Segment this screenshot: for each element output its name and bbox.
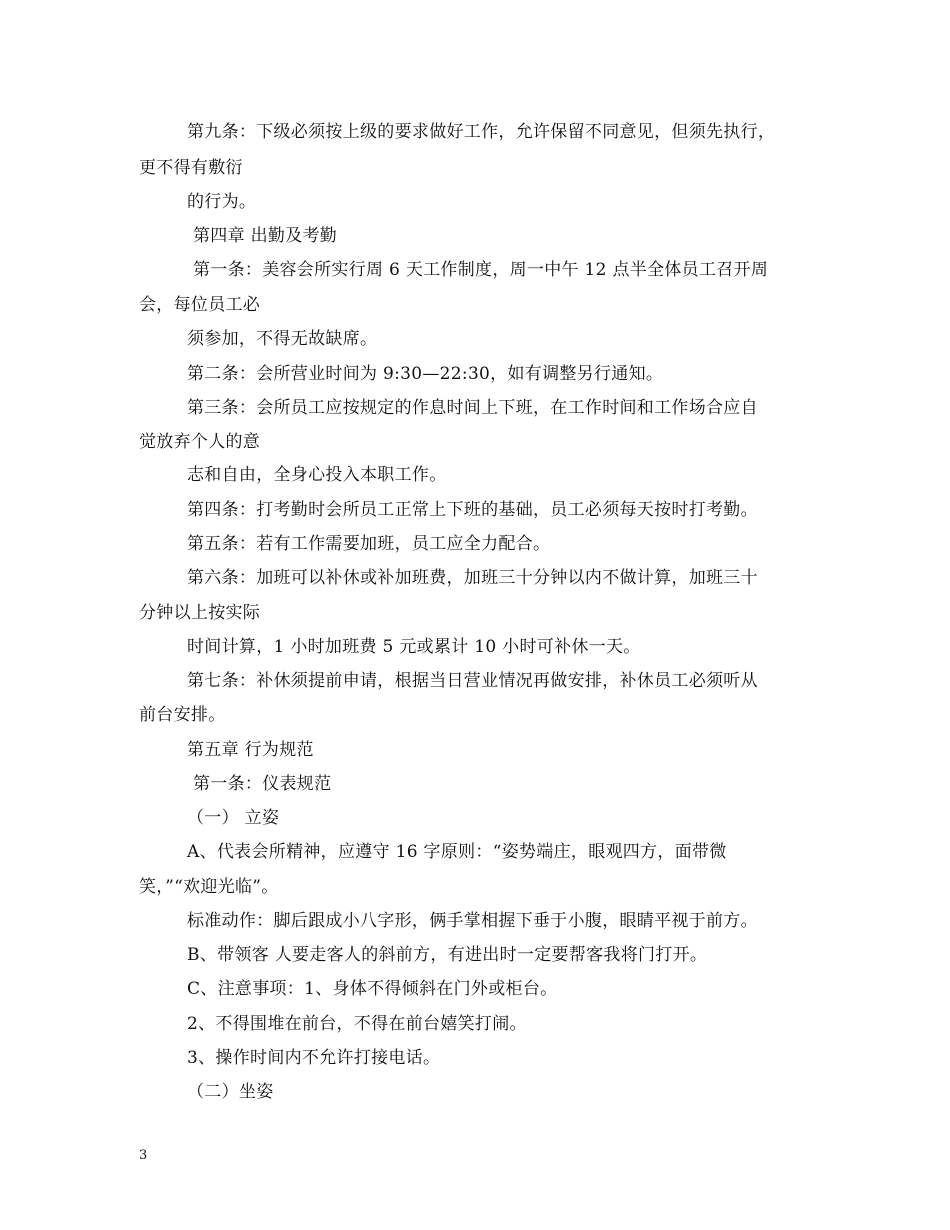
text-line: 志和自由，全身心投入本职工作。: [187, 465, 447, 485]
text-line: 第七条：补休须提前申请，根据当日营业情况再做安排，补休员工必须听从: [187, 671, 758, 691]
text-line: A、代表会所精神，应遵守 16 字原则：“姿势端庄，眼观四方，面带微: [187, 842, 727, 862]
text-line: 更不得有敷衍: [139, 158, 243, 178]
chapter-heading: 第四章 出勤及考勤: [193, 226, 338, 246]
page-number: 3: [139, 1148, 148, 1163]
text-line: 前台安排。: [139, 705, 226, 725]
text-line: 3、操作时间内不允许打接电话。: [187, 1048, 441, 1068]
text-line: 时间计算，1 小时加班费 5 元或累计 10 小时可补休一天。: [187, 637, 641, 657]
text-line: 第三条：会所员工应按规定的作息时间上下班，在工作时间和工作场合应自: [187, 398, 758, 418]
text-line: 须参加，不得无故缺席。: [187, 329, 378, 349]
text-line: 第二条：会所营业时间为 9:30—22:30，如有调整另行通知。: [187, 364, 664, 384]
text-line: 第四条：打考勤时会所员工正常上下班的基础，员工必须每天按时打考勤。: [187, 500, 758, 520]
subsection-heading: （一） 立姿: [187, 808, 280, 828]
chapter-heading: 第五章 行为规范: [187, 740, 314, 760]
text-line: 笑，”“欢迎光临”。: [139, 877, 279, 897]
text-line: 第一条：美容会所实行周 6 天工作制度，周一中午 12 点半全体员工召开周: [193, 260, 769, 280]
text-line: 第六条：加班可以补休或补加班费，加班三十分钟以内不做计算，加班三十: [187, 568, 758, 588]
text-line: 会，每位员工必: [139, 295, 261, 315]
subsection-heading: （二）坐姿: [187, 1082, 274, 1102]
section-heading: 第一条：仪表规范: [193, 774, 332, 794]
text-line: 第五条：若有工作需要加班，员工应全力配合。: [187, 534, 551, 554]
text-line: C、注意事项：1、身体不得倾斜在门外或柜台。: [187, 979, 558, 999]
text-line: 的行为。: [187, 192, 257, 212]
text-line: 分钟以上按实际: [139, 603, 261, 623]
text-line: 标准动作：脚后跟成小八字形，俩手掌相握下垂于小腹，眼睛平视于前方。: [187, 911, 758, 931]
text-line: 觉放弃个人的意: [139, 432, 261, 452]
text-line: B、带领客 人要走客人的斜前方，有进出时一定要帮客我将门打开。: [187, 945, 708, 965]
text-line: 第九条：下级必须按上级的要求做好工作，允许保留不同意见，但须先执行，: [187, 122, 776, 142]
text-line: 2、不得围堆在前台，不得在前台嬉笑打闹。: [187, 1014, 527, 1034]
